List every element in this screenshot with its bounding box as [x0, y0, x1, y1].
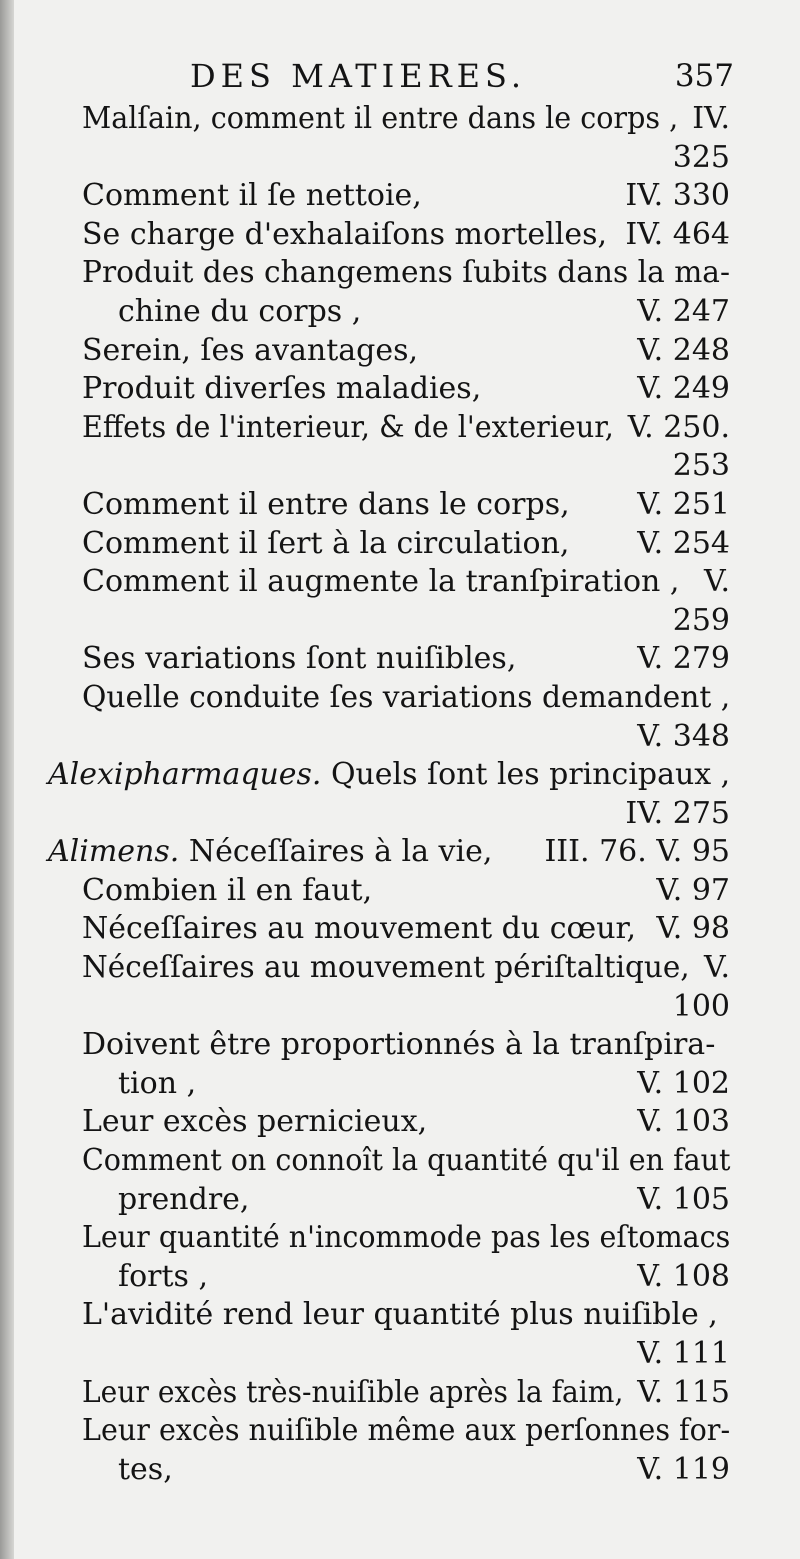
entry-reference: V. 248: [637, 332, 730, 368]
entry-text: L'avidité rend leur quantité plus nuiſible ,: [82, 1297, 718, 1333]
index-line: [0, 1451, 800, 1490]
entry-text: Produit des changemens ſubits dans la ma-: [82, 255, 730, 291]
entry-text: Quelle conduite ſes variations demandent ,: [82, 679, 731, 715]
index-line: [0, 1374, 800, 1413]
index-line: [0, 100, 800, 139]
entry-text: prendre,: [118, 1181, 250, 1217]
index-line: [0, 447, 800, 486]
index-line: [0, 640, 800, 679]
entry-reference: V. 279: [637, 641, 730, 677]
index-line: [0, 1026, 800, 1065]
index-line: [0, 177, 800, 216]
entry-reference: V. 254: [637, 525, 730, 561]
entry-text: forts ,: [118, 1258, 209, 1294]
entry-headword: Alexipharmaques.: [48, 757, 322, 793]
entry-reference: IV. 464: [625, 216, 730, 252]
index-line: [0, 525, 800, 564]
entry-description: Néceſſaires à la vie,: [179, 834, 493, 870]
entry-reference: V.: [704, 950, 730, 986]
entry-text: Se charge d'exhalaiſons mortelles,: [82, 216, 608, 252]
entry-reference: V. 97: [656, 872, 730, 908]
entry-text: chine du corps ,: [118, 293, 362, 329]
entry-reference: IV.: [692, 101, 730, 136]
entry-reference: IV. 330: [625, 178, 730, 214]
entry-text: Leur excès nuiſible même aux perſonnes for-: [82, 1413, 731, 1449]
entry-reference: V. 115: [637, 1374, 730, 1410]
entry-reference: IV. 275: [625, 795, 730, 831]
entry-reference: V. 249: [637, 371, 730, 407]
index-line: [0, 1103, 800, 1142]
entry-reference: V. 108: [637, 1258, 730, 1294]
index-line: [0, 486, 800, 525]
index-line: [0, 370, 800, 409]
entry-reference: V. 247: [637, 293, 730, 329]
entry-reference: V. 111: [637, 1336, 730, 1371]
entry-text: Comment on connoît la quantité qu'il en faut: [82, 1143, 731, 1179]
entry-reference: 259: [672, 602, 730, 638]
entry-text: Leur quantité n'incommode pas les eſtomacs: [82, 1220, 731, 1256]
index-line: [0, 563, 800, 602]
index-line: [0, 293, 800, 332]
entry-text: Leur excès pernicieux,: [82, 1104, 428, 1140]
entry-reference: III. 76. V. 95: [544, 834, 730, 870]
entry-reference: V.: [704, 564, 730, 600]
index-line: [0, 872, 800, 911]
entry-reference: V. 250.: [627, 409, 730, 445]
index-line: [0, 949, 800, 988]
index-line: [0, 139, 800, 178]
entry-text: Doivent être proportionnés à la tranſpira-: [82, 1027, 716, 1063]
entry-text: Néceſſaires au mouvement périſtaltique,: [82, 950, 690, 986]
index-entries: [0, 100, 800, 1489]
entry-text: tion ,: [118, 1065, 197, 1101]
index-line: [0, 756, 800, 795]
entry-reference: 253: [672, 448, 730, 484]
index-line: [0, 679, 800, 718]
entry-reference: 325: [672, 139, 730, 175]
entry-text: Comment il ſe nettoie,: [82, 178, 422, 214]
index-line: [0, 1296, 800, 1335]
entry-text: Comment il ſert à la circulation,: [82, 525, 570, 561]
entry-reference: V. 98: [656, 911, 730, 947]
index-line: [0, 1181, 800, 1220]
entry-reference: V. 103: [637, 1104, 730, 1140]
index-line: [0, 602, 800, 641]
index-line: [0, 795, 800, 834]
index-line: [0, 1142, 800, 1181]
index-line: [0, 988, 800, 1027]
entry-reference: V. 251: [637, 486, 730, 522]
entry-text: [48, 756, 730, 795]
index-line: [0, 1065, 800, 1104]
index-line: [0, 833, 800, 872]
entry-reference: V. 105: [637, 1181, 730, 1217]
entry-text: Comment il entre dans le corps,: [82, 486, 570, 522]
entry-headword: Alimens.: [48, 834, 180, 870]
entry-description: Quels ſont les principaux ,: [321, 757, 731, 793]
index-line: [0, 254, 800, 293]
entry-reference: V. 102: [637, 1065, 730, 1101]
entry-reference: V. 119: [637, 1451, 730, 1487]
entry-reference: V. 348: [637, 718, 730, 754]
entry-text: tes,: [118, 1451, 173, 1487]
index-line: [0, 1335, 800, 1374]
running-header: [190, 52, 734, 100]
index-line: [0, 216, 800, 255]
index-line: [0, 1258, 800, 1297]
running-title: DES MATIERES.: [190, 57, 526, 95]
index-line: [0, 409, 800, 448]
entry-text: [48, 833, 492, 872]
index-line: [0, 718, 800, 757]
entry-text: Serein, ſes avantages,: [82, 332, 419, 368]
index-line: [0, 332, 800, 371]
page-number: 357: [674, 58, 734, 94]
entry-text: Néceſſaires au mouvement du cœur,: [82, 911, 637, 947]
index-line: [0, 1219, 800, 1258]
index-line: [0, 910, 800, 949]
entry-reference: 100: [672, 988, 730, 1024]
entry-text: Comment il augmente la tranſpiration ,: [82, 564, 680, 600]
index-line: [0, 1412, 800, 1451]
entry-text: Ses variations ſont nuiſibles,: [82, 641, 517, 677]
entry-text: Produit diverſes maladies,: [82, 371, 482, 407]
entry-text: Effets de l'interieur, & de l'exterieur,: [82, 409, 614, 445]
entry-text: Combien il en faut,: [82, 872, 373, 908]
entry-text: Malſain, comment il entre dans le corps ,: [82, 101, 679, 136]
entry-text: Leur excès très-nuiſible après la faim,: [82, 1374, 624, 1410]
